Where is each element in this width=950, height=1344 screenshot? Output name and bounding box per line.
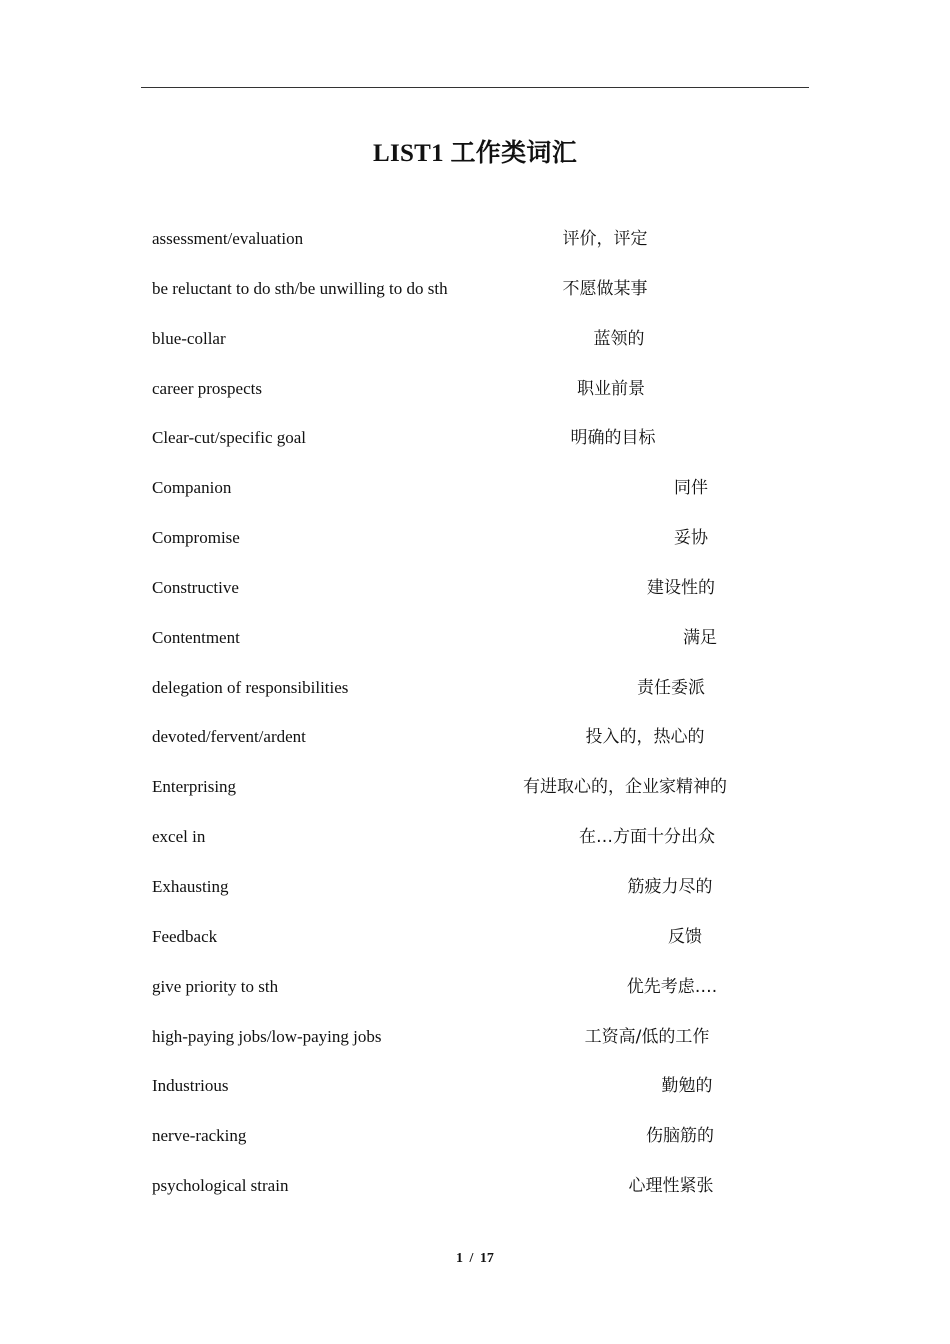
english-term: high-paying jobs/low-paying jobs	[152, 1026, 382, 1046]
chinese-meaning: 伤脑筋的	[646, 1126, 714, 1147]
chinese-meaning: 责任委派	[637, 677, 705, 698]
vocab-entry	[0, 563, 950, 613]
header-rule	[141, 87, 809, 88]
chinese-meaning: 妥协	[674, 528, 708, 549]
english-term: Companion	[152, 478, 232, 498]
english-term: Contentment	[152, 627, 240, 647]
english-term: Feedback	[152, 926, 218, 946]
chinese-meaning: 蓝领的	[593, 328, 645, 349]
vocab-entry	[0, 812, 950, 862]
vocab-entry	[0, 613, 950, 663]
vocab-entry	[0, 712, 950, 762]
english-term: Enterprising	[152, 777, 237, 797]
chinese-meaning: 筋疲力尽的	[627, 876, 713, 897]
vocab-entry	[0, 463, 950, 513]
chinese-meaning: 同伴	[674, 478, 708, 499]
vocab-entry	[0, 364, 950, 414]
chinese-meaning: 有进取心的，企业家精神的	[523, 777, 727, 798]
english-term: Constructive	[152, 577, 239, 597]
vocab-entry	[0, 314, 950, 364]
english-term: be reluctant to do sth/be unwilling to do sth	[152, 278, 448, 298]
chinese-meaning: 建设性的	[647, 577, 715, 598]
vocab-entry	[0, 912, 950, 962]
english-term: blue-collar	[152, 328, 226, 348]
chinese-meaning: 工资高/低的工作	[584, 1026, 710, 1047]
chinese-meaning: 满足	[683, 627, 717, 648]
vocab-entry	[0, 1061, 950, 1111]
chinese-meaning: 在…方面十分出众	[579, 827, 715, 848]
chinese-meaning: 职业前景	[577, 378, 645, 399]
english-term: Exhausting	[152, 876, 229, 896]
vocab-entry	[0, 663, 950, 713]
english-term: assessment/evaluation	[152, 229, 304, 248]
chinese-meaning: 投入的，热心的	[585, 727, 705, 748]
english-term: devoted/fervent/ardent	[152, 727, 306, 747]
english-term: psychological strain	[152, 1176, 289, 1196]
vocab-entry	[0, 1111, 950, 1161]
vocab-entry	[0, 1012, 950, 1062]
chinese-meaning: 评价，评定	[562, 229, 648, 249]
english-term: delegation of responsibilities	[152, 677, 349, 697]
english-term: give priority to sth	[152, 976, 279, 996]
vocab-entry	[0, 413, 950, 463]
vocab-entry	[0, 862, 950, 912]
chinese-meaning: 不愿做某事	[562, 278, 648, 299]
vocab-entry	[0, 513, 950, 563]
chinese-meaning: 明确的目标	[570, 428, 656, 449]
chinese-meaning: 反馈	[668, 926, 702, 947]
english-term: excel in	[152, 827, 206, 847]
english-term: career prospects	[152, 378, 262, 398]
vocabulary-list	[0, 214, 950, 1211]
english-term: Industrious	[152, 1076, 229, 1096]
english-term: nerve-racking	[152, 1126, 247, 1146]
vocab-entry	[0, 214, 950, 264]
vocab-entry	[0, 1161, 950, 1211]
english-term: Clear-cut/specific goal	[152, 428, 307, 448]
vocab-entry	[0, 264, 950, 314]
document-title: LIST1 工作类词汇	[372, 140, 578, 167]
chinese-meaning: 勤勉的	[661, 1076, 713, 1097]
chinese-meaning: 优先考虑….	[626, 976, 718, 997]
english-term: Compromise	[152, 528, 240, 548]
chinese-meaning: 心理性紧张	[628, 1176, 714, 1197]
vocab-entry	[0, 762, 950, 812]
vocab-entry	[0, 962, 950, 1012]
page-number: 1 / 17	[456, 1251, 494, 1266]
